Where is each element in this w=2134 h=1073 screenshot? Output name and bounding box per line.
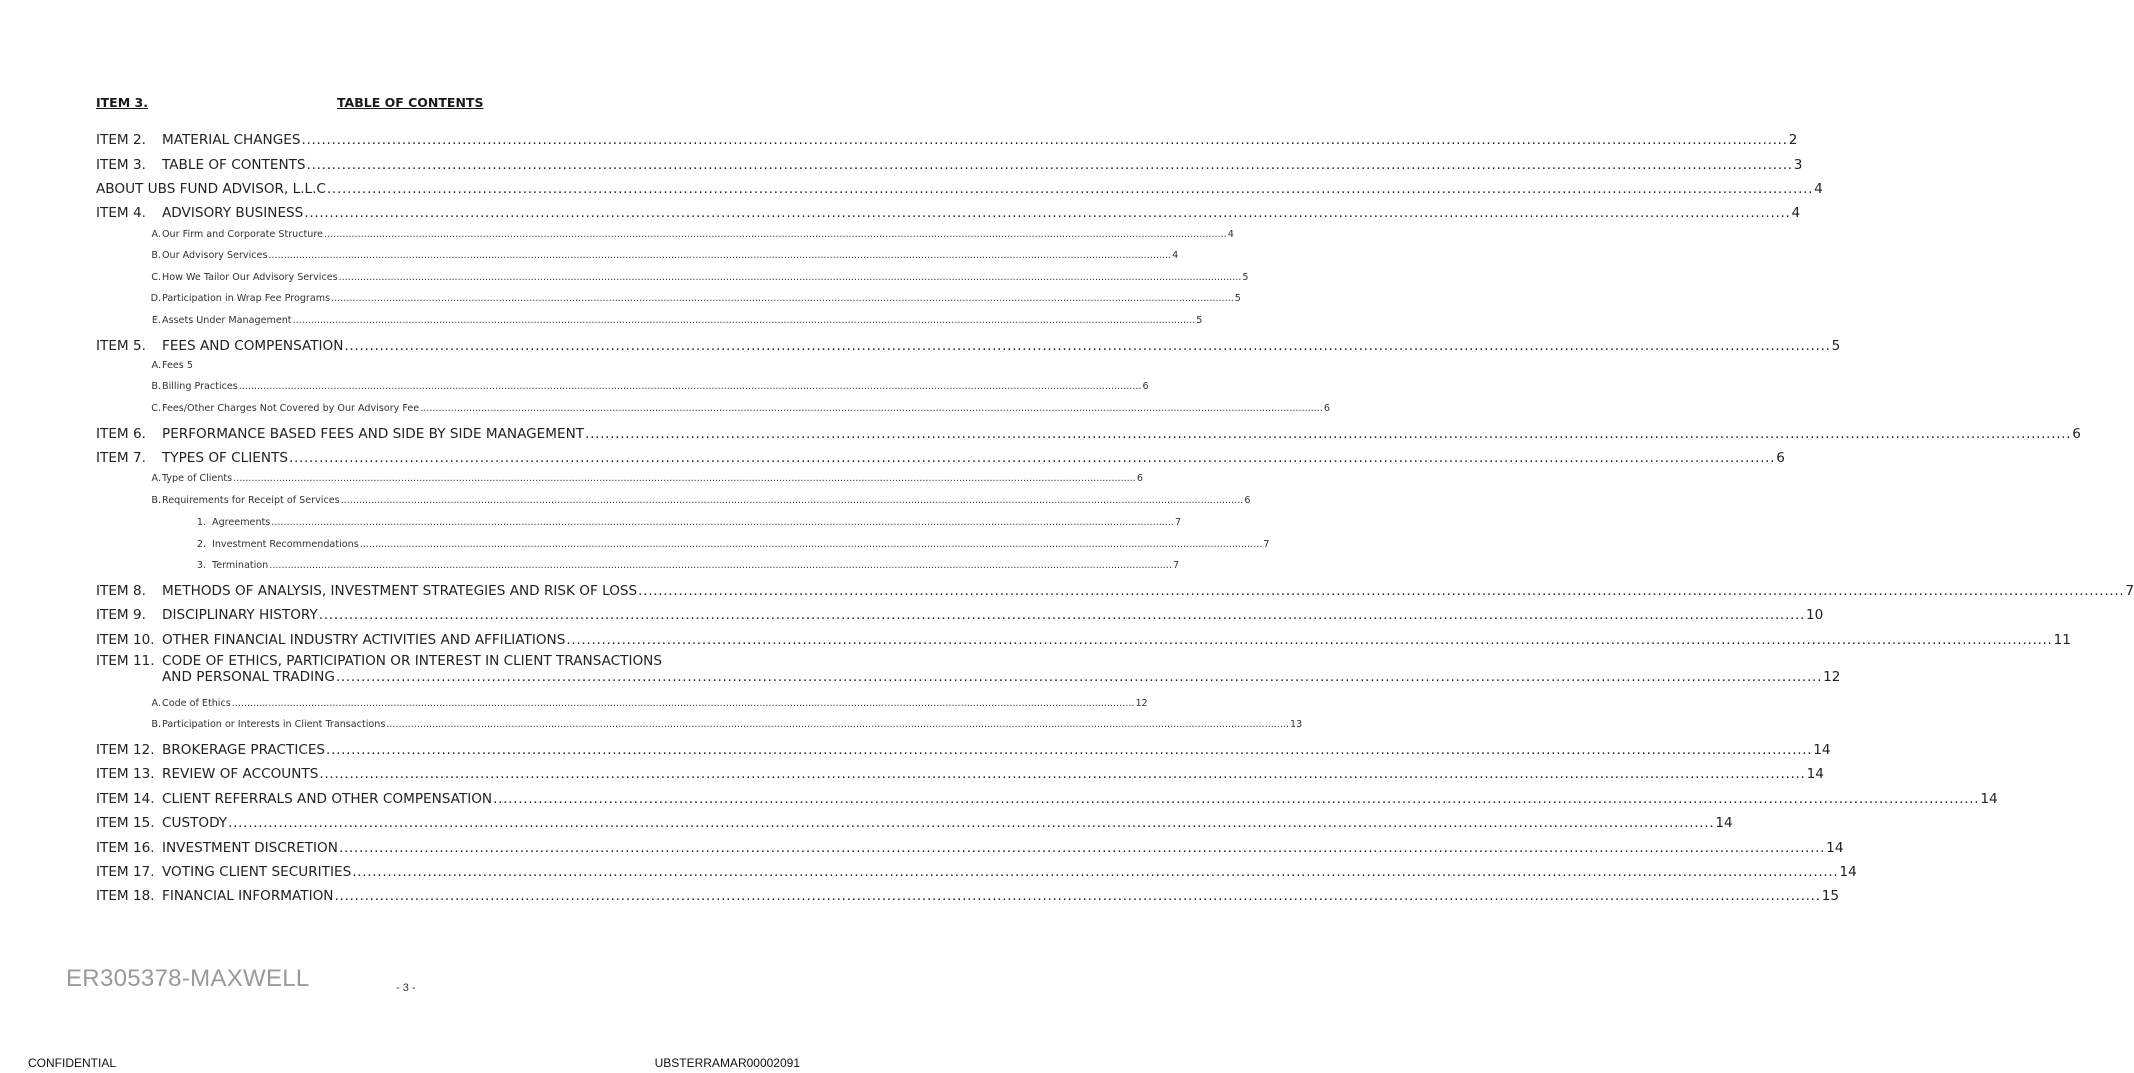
dot-leader: [268, 250, 1171, 261]
dot-leader: [334, 888, 1820, 904]
toc-entry-number: C.: [151, 403, 161, 414]
dot-leader: [493, 791, 1979, 807]
toc-entry-page: 6: [1142, 381, 1149, 392]
toc-entry[interactable]: [96, 787, 1998, 807]
toc-entry-page: 3: [1793, 157, 1803, 173]
toc-entry[interactable]: [96, 603, 1824, 623]
dot-leader: [293, 315, 1196, 326]
toc-entry-page: 14: [1813, 742, 1831, 758]
toc-entry-title: OTHER FINANCIAL INDUSTRY ACTIVITIES AND AFFILIATIONS: [162, 632, 566, 648]
toc-entry[interactable]: [96, 400, 1330, 414]
toc-entry[interactable]: [96, 226, 1234, 240]
toc-entry-title: ADVISORY BUSINESS: [162, 205, 304, 221]
toc-entry-title: Code of Ethics: [162, 698, 231, 709]
toc-entry-page: 7: [1263, 539, 1270, 550]
toc-entry-title: REVIEW OF ACCOUNTS: [162, 766, 319, 782]
toc-entry[interactable]: [96, 884, 1840, 904]
dot-leader: [289, 450, 1775, 466]
toc-entry-title: ABOUT UBS FUND ADVISOR, L.L.C: [96, 181, 326, 197]
toc-entry-title: Fees 5: [162, 360, 193, 371]
dot-leader: [271, 517, 1174, 528]
section-number: ITEM 3.: [96, 95, 148, 110]
dot-leader: [327, 181, 1813, 197]
dot-leader: [585, 426, 2071, 442]
toc-entry[interactable]: [96, 470, 1143, 484]
toc-entry[interactable]: [96, 653, 1841, 689]
dot-leader: [339, 840, 1825, 856]
toc-entry-page: 5: [1196, 315, 1203, 326]
toc-entry[interactable]: [96, 716, 1303, 730]
dot-leader: [324, 229, 1227, 240]
toc-entry-title: METHODS OF ANALYSIS, INVESTMENT STRATEGIES AND RISK OF LOSS: [162, 583, 638, 599]
toc-entry[interactable]: [96, 860, 1857, 880]
toc-entry-number: ITEM 9.: [96, 607, 146, 623]
toc-entry[interactable]: [96, 446, 1785, 466]
toc-entry-title: Our Firm and Corporate Structure: [162, 229, 324, 240]
dot-leader: [360, 539, 1263, 550]
toc-entry-page: 6: [1776, 450, 1785, 466]
toc-entry-number: C.: [151, 272, 161, 283]
dot-leader: [307, 157, 1793, 173]
toc-entry-number: E.: [151, 315, 161, 326]
dot-leader: [638, 583, 2124, 599]
page-title: TABLE OF CONTENTS: [337, 95, 484, 110]
toc-entry-number: B.: [151, 381, 161, 392]
toc-entry-title: Fees/Other Charges Not Covered by Our Advisory Fee: [162, 403, 420, 414]
dot-leader: [420, 403, 1323, 414]
toc-entry[interactable]: [96, 312, 1203, 326]
toc-entry-title: Participation in Wrap Fee Programs: [162, 293, 331, 304]
dot-leader: [319, 607, 1805, 623]
toc-entry-number: ITEM 5.: [96, 338, 146, 354]
toc-entry-page: 14: [1839, 864, 1857, 880]
toc-entry-number: ITEM 7.: [96, 450, 146, 466]
toc-entry-title: Participation or Interests in Client Transactions: [162, 719, 386, 730]
toc-entry-number: A.: [151, 698, 161, 709]
dot-leader: [352, 864, 1838, 880]
toc-entry-number: ITEM 18.: [96, 888, 155, 904]
confidential-label: CONFIDENTIAL: [28, 1056, 117, 1070]
toc-entry-title: TYPES OF CLIENTS: [162, 450, 288, 466]
toc-entry[interactable]: [96, 378, 1149, 392]
toc-entry-number: 2.: [196, 539, 206, 550]
toc-entry[interactable]: [96, 557, 1180, 571]
toc-entry-page: 5: [1831, 338, 1841, 354]
toc-entry-number: ITEM 14.: [96, 791, 155, 807]
toc-entry[interactable]: [96, 153, 1803, 173]
toc-entry[interactable]: [96, 177, 1823, 197]
toc-entry-title: Investment Recommendations: [212, 539, 359, 550]
toc-entry-number: ITEM 6.: [96, 426, 146, 442]
toc-entry-title: PERFORMANCE BASED FEES AND SIDE BY SIDE MANAGEMENT: [162, 426, 585, 442]
toc-entry-title: VOTING CLIENT SECURITIES: [162, 864, 352, 880]
toc-entry-number: A.: [151, 360, 161, 371]
dot-leader: [228, 815, 1714, 831]
toc-entry-number: B.: [151, 495, 161, 506]
toc-entry-number: ITEM 15.: [96, 815, 155, 831]
toc-entry[interactable]: [96, 269, 1249, 283]
toc-entry[interactable]: [96, 247, 1179, 261]
dot-leader: [566, 632, 2052, 648]
toc-entry[interactable]: [96, 422, 2081, 442]
toc-entry-page: 14: [1980, 791, 1998, 807]
toc-entry-page: 14: [1806, 766, 1824, 782]
document-id: UBSTERRAMAR00002091: [654, 1056, 800, 1070]
toc-entry-page: 4: [1814, 181, 1823, 197]
dot-leader: [233, 473, 1136, 484]
toc-entry-page: 12: [1135, 698, 1148, 709]
toc-entry[interactable]: [96, 492, 1251, 506]
toc-entry-number: ITEM 16.: [96, 840, 155, 856]
bates-watermark: ER305378-MAXWELL: [66, 965, 310, 992]
toc-entry-title-continued: AND PERSONAL TRADING: [162, 669, 335, 685]
dot-leader: [339, 272, 1242, 283]
toc-entry-number: B.: [151, 719, 161, 730]
toc-entry[interactable]: [96, 738, 1831, 758]
toc-entry-title: CLIENT REFERRALS AND OTHER COMPENSATION: [162, 791, 493, 807]
dot-leader: [269, 560, 1172, 571]
toc-entry[interactable]: [96, 201, 1801, 221]
toc-entry[interactable]: [96, 762, 1824, 782]
toc-entry-title: Termination: [212, 560, 269, 571]
toc-entry-title: FINANCIAL INFORMATION: [162, 888, 334, 904]
toc-entry-page: 7: [2125, 583, 2134, 599]
toc-entry-title: INVESTMENT DISCRETION: [162, 840, 338, 856]
toc-entry-page: 4: [1227, 229, 1234, 240]
toc-entry[interactable]: [96, 290, 1241, 304]
toc-entry[interactable]: [96, 836, 1844, 856]
toc-entry-title: Billing Practices: [162, 381, 238, 392]
toc-entry-page: 7: [1172, 560, 1180, 571]
toc-entry-title: Our Advisory Services: [162, 250, 268, 261]
toc-entry-page: 4: [1791, 205, 1801, 221]
dot-leader: [326, 742, 1812, 758]
toc-entry-title: How We Tailor Our Advisory Services: [162, 272, 338, 283]
dot-leader: [344, 338, 1830, 354]
toc-entry-number: A.: [151, 473, 161, 484]
toc-entry-number: ITEM 13.: [96, 766, 155, 782]
toc-entry-page: 15: [1821, 888, 1840, 904]
toc-entry-number: D.: [150, 293, 161, 304]
toc-entry-number: ITEM 3.: [96, 157, 146, 173]
toc-entry-page: 13: [1290, 719, 1303, 730]
dot-leader: [319, 766, 1805, 782]
toc-entry-page: 6: [1244, 495, 1251, 506]
toc-entry-title: CUSTODY: [162, 815, 228, 831]
toc-entry-page: 5: [1234, 293, 1241, 304]
toc-entry-page: 2: [1788, 132, 1798, 148]
toc-entry[interactable]: [96, 579, 2134, 599]
dot-leader: [336, 669, 1822, 685]
toc-entry-number: ITEM 10.: [96, 632, 155, 648]
toc-entry-page: 6: [1323, 403, 1330, 414]
toc-entry-number: A.: [151, 229, 161, 240]
toc-entry[interactable]: [96, 514, 1182, 528]
dot-leader: [341, 495, 1244, 506]
toc-entry-title: Type of Clients: [162, 473, 233, 484]
toc-entry-page: 12: [1823, 669, 1841, 685]
toc-entry-number: 1.: [196, 517, 206, 528]
dot-leader: [232, 698, 1135, 709]
toc-entry-title: CODE OF ETHICS, PARTICIPATION OR INTEREST IN CLIENT TRANSACTIONS: [162, 653, 662, 669]
toc-entry-title: Requirements for Receipt of Services: [162, 495, 340, 506]
toc-entry-title: BROKERAGE PRACTICES: [162, 742, 326, 758]
dot-leader: [304, 205, 1790, 221]
toc-entry-page: 14: [1715, 815, 1733, 831]
toc-entry-page: 5: [1242, 272, 1249, 283]
toc-entry-page: 11: [2053, 632, 2071, 648]
toc-entry-page: 4: [1172, 250, 1179, 261]
dot-leader: [239, 381, 1142, 392]
toc-entry-number: B.: [151, 250, 161, 261]
toc-entry-number: ITEM 11.: [96, 653, 155, 669]
toc-entry[interactable]: [96, 628, 2071, 648]
toc-entry-title: MATERIAL CHANGES: [162, 132, 301, 148]
toc-entry-number: ITEM 8.: [96, 583, 146, 599]
toc-entry-title: DISCIPLINARY HISTORY: [162, 607, 318, 623]
toc-entry-number: 3.: [196, 560, 206, 571]
toc-entry[interactable]: [96, 128, 1798, 148]
toc-entry-page: 6: [2072, 426, 2081, 442]
toc-entry-page: 7: [1174, 517, 1182, 528]
dot-leader: [301, 132, 1787, 148]
toc-entry[interactable]: [96, 334, 1841, 354]
toc-entry-page: 6: [1136, 473, 1143, 484]
toc-entry-page: 14: [1826, 840, 1844, 856]
toc-entry-title: TABLE OF CONTENTS: [162, 157, 306, 173]
toc-entry-page: 10: [1806, 607, 1824, 623]
toc-entry-title: Assets Under Management: [162, 315, 292, 326]
toc-entry-number: ITEM 17.: [96, 864, 155, 880]
dot-leader: [386, 719, 1289, 730]
toc-entry[interactable]: [96, 357, 714, 371]
toc-entry-title: FEES AND COMPENSATION: [162, 338, 344, 354]
toc-entry-number: ITEM 4.: [96, 205, 146, 221]
toc-entry[interactable]: [96, 536, 1270, 550]
toc-entry-number: ITEM 12.: [96, 742, 155, 758]
toc-entry[interactable]: [96, 695, 1148, 709]
toc-entry[interactable]: [96, 811, 1733, 831]
toc-entry-title: Agreements: [212, 517, 271, 528]
dot-leader: [331, 293, 1234, 304]
page-number: - 3 -: [396, 982, 416, 994]
toc-entry-number: ITEM 2.: [96, 132, 146, 148]
